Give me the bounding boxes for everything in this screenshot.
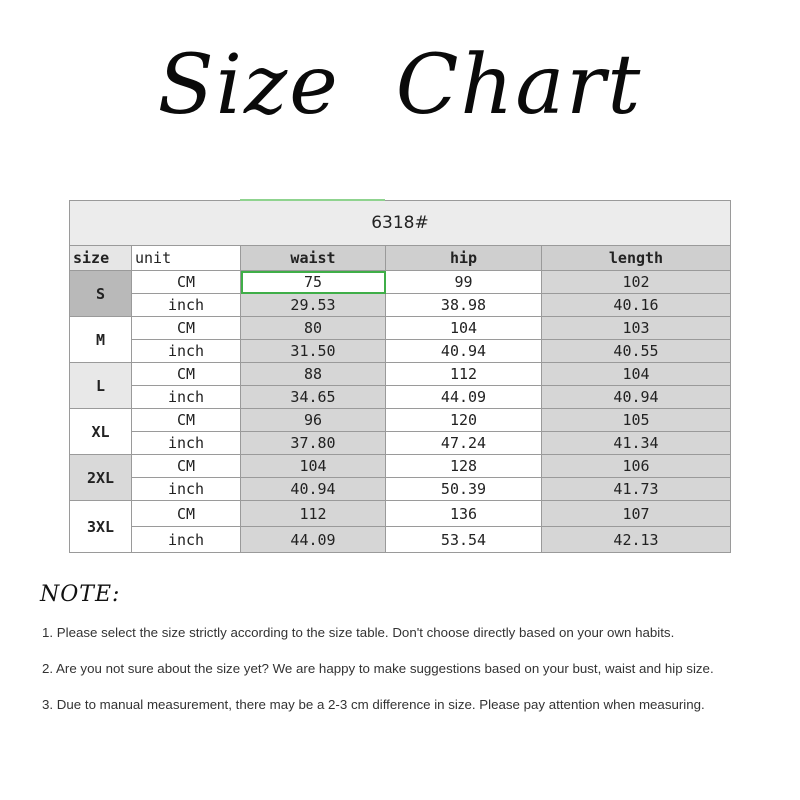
size-label: 3XL bbox=[70, 501, 132, 553]
size-chart-table bbox=[69, 200, 731, 553]
table-row bbox=[70, 478, 731, 501]
hip-cell: 47.24 bbox=[386, 432, 542, 455]
length-cell: 41.34 bbox=[542, 432, 731, 455]
unit-cell: CM bbox=[132, 271, 241, 294]
table-row bbox=[70, 363, 731, 386]
length-cell: 41.73 bbox=[542, 478, 731, 501]
hip-cell: 128 bbox=[386, 455, 542, 478]
size-label: L bbox=[70, 363, 132, 409]
unit-cell: inch bbox=[132, 340, 241, 363]
hip-cell: 53.54 bbox=[386, 527, 542, 553]
hip-cell: 112 bbox=[386, 363, 542, 386]
hip-cell: 136 bbox=[386, 501, 542, 527]
table-row bbox=[70, 340, 731, 363]
waist-cell: 104 bbox=[241, 455, 386, 478]
unit-cell: inch bbox=[132, 478, 241, 501]
size-chart-table-container bbox=[69, 200, 730, 553]
size-label: 2XL bbox=[70, 455, 132, 501]
waist-cell: 80 bbox=[241, 317, 386, 340]
header-hip: hip bbox=[386, 246, 542, 271]
table-row bbox=[70, 432, 731, 455]
length-cell: 106 bbox=[542, 455, 731, 478]
size-label: S bbox=[70, 271, 132, 317]
unit-cell: inch bbox=[132, 432, 241, 455]
hip-cell: 50.39 bbox=[386, 478, 542, 501]
unit-cell: inch bbox=[132, 527, 241, 553]
unit-cell: CM bbox=[132, 501, 241, 527]
length-cell: 107 bbox=[542, 501, 731, 527]
waist-cell: 44.09 bbox=[241, 527, 386, 553]
note-item: 3. Due to manual measurement, there may be a 2-3 cm difference in size. Please pay attention when measuring. bbox=[42, 697, 705, 712]
length-cell: 42.13 bbox=[542, 527, 731, 553]
hip-cell: 120 bbox=[386, 409, 542, 432]
unit-cell: inch bbox=[132, 386, 241, 409]
note-item: 2. Are you not sure about the size yet? We are happy to make suggestions based on your bust, waist and hip size. bbox=[42, 661, 714, 676]
table-row bbox=[70, 455, 731, 478]
hip-cell: 104 bbox=[386, 317, 542, 340]
waist-cell: 112 bbox=[241, 501, 386, 527]
note-heading: NOTE: bbox=[40, 582, 121, 607]
note-list bbox=[42, 624, 782, 732]
unit-cell: CM bbox=[132, 455, 241, 478]
hip-cell: 38.98 bbox=[386, 294, 542, 317]
waist-cell: 88 bbox=[241, 363, 386, 386]
waist-cell: 75 bbox=[241, 271, 386, 294]
waist-cell: 40.94 bbox=[241, 478, 386, 501]
table-row bbox=[70, 271, 731, 294]
table-row bbox=[70, 386, 731, 409]
unit-cell: CM bbox=[132, 409, 241, 432]
waist-cell: 96 bbox=[241, 409, 386, 432]
table-row bbox=[70, 317, 731, 340]
waist-cell: 37.80 bbox=[241, 432, 386, 455]
hip-cell: 99 bbox=[386, 271, 542, 294]
size-label: XL bbox=[70, 409, 132, 455]
size-label: M bbox=[70, 317, 132, 363]
waist-cell: 31.50 bbox=[241, 340, 386, 363]
header-length: length bbox=[542, 246, 731, 271]
page-title: Size Chart bbox=[157, 38, 643, 133]
header-size: size bbox=[70, 246, 132, 271]
length-cell: 40.16 bbox=[542, 294, 731, 317]
table-row bbox=[70, 409, 731, 432]
hip-cell: 44.09 bbox=[386, 386, 542, 409]
length-cell: 102 bbox=[542, 271, 731, 294]
table-row bbox=[70, 501, 731, 527]
note-item: 1. Please select the size strictly according to the size table. Don't choose directly based on your own habits. bbox=[42, 625, 675, 640]
header-unit: unit bbox=[132, 246, 241, 271]
unit-cell: CM bbox=[132, 363, 241, 386]
hip-cell: 40.94 bbox=[386, 340, 542, 363]
length-cell: 104 bbox=[542, 363, 731, 386]
unit-cell: inch bbox=[132, 294, 241, 317]
product-code: 6318# bbox=[70, 201, 731, 246]
table-row bbox=[70, 294, 731, 317]
selection-marker bbox=[240, 199, 385, 201]
header-waist: waist bbox=[241, 246, 386, 271]
waist-cell: 29.53 bbox=[241, 294, 386, 317]
length-cell: 105 bbox=[542, 409, 731, 432]
waist-cell: 34.65 bbox=[241, 386, 386, 409]
unit-cell: CM bbox=[132, 317, 241, 340]
table-row bbox=[70, 527, 731, 553]
length-cell: 40.55 bbox=[542, 340, 731, 363]
length-cell: 40.94 bbox=[542, 386, 731, 409]
length-cell: 103 bbox=[542, 317, 731, 340]
